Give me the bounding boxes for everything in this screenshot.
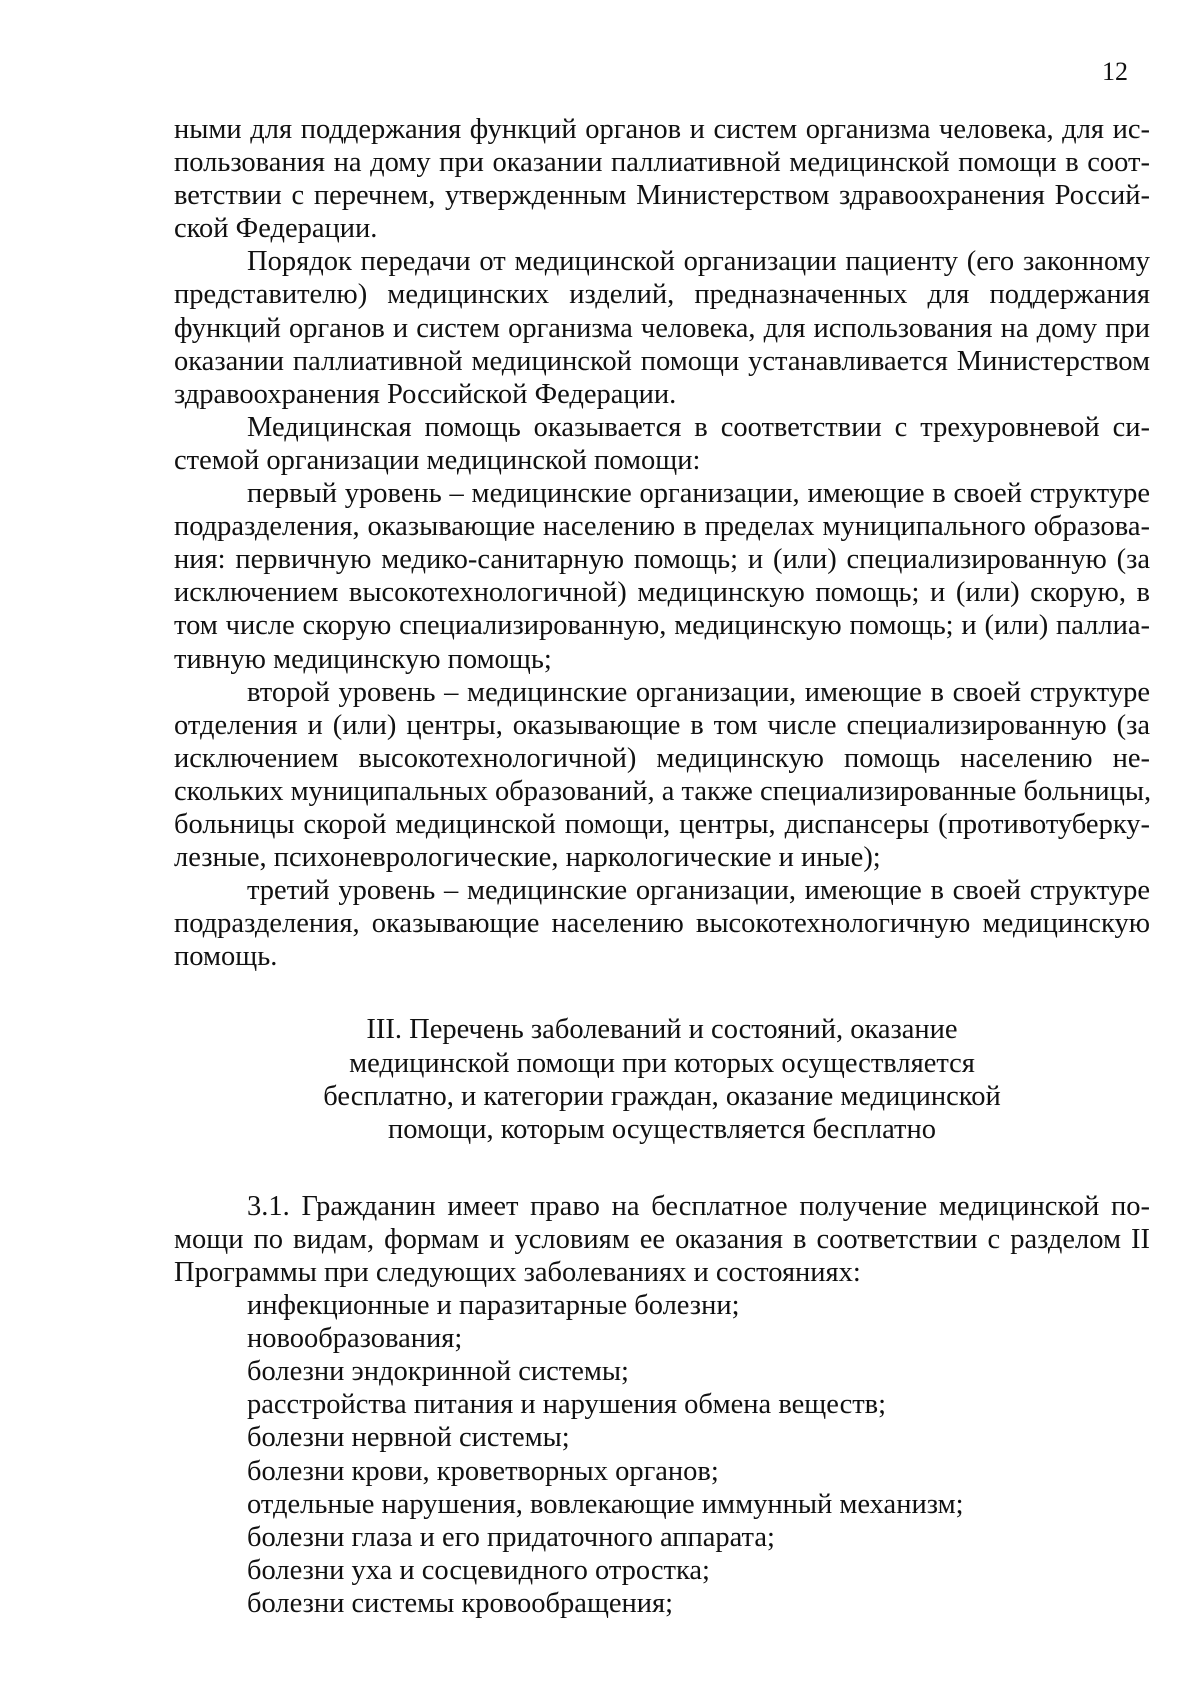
text-line: ными для поддержания функций органов и систем организма человека, для ис-: [174, 114, 1150, 145]
title-line: бесплатно, и категории граждан, оказание медицинской: [323, 1080, 1001, 1112]
text-line: мощи по видам, формам и условиям ее оказания в соответствии с разделом II: [174, 1223, 1150, 1255]
list-item: инфекционные и паразитарные болезни;: [247, 1290, 740, 1322]
text-line: 3.1. Гражданин имеет право на бесплатное получение медицинской по-: [247, 1190, 1150, 1222]
level-three-paragraph: [174, 874, 1150, 973]
document-body: [174, 113, 1150, 1620]
list-item: расстройства питания и нарушения обмена веществ;: [247, 1389, 887, 1421]
list-item: болезни уха и сосцевидного отростка;: [247, 1554, 710, 1586]
page-number: 12: [1102, 57, 1128, 86]
text-line: Программы при следующих заболеваниях и состояниях:: [174, 1257, 861, 1288]
text-line: подразделения, оказывающие населению высокотехнологичную медицинскую: [174, 908, 1150, 940]
text-line: стемой организации медицинской помощи:: [174, 444, 701, 476]
text-line: скольких муниципальных образований, а также специализированные больницы,: [174, 775, 1152, 807]
list-item: болезни глаза и его придаточного аппарата;: [247, 1521, 775, 1553]
text-line: ветствии с перечнем, утвержденным Министерством здравоохранения Россий-: [174, 180, 1150, 212]
text-line: том числе скорую специализированную, медицинскую помощь; и (или) паллиа-: [174, 610, 1150, 642]
text-line: исключением высокотехнологичной) медицинскую помощь населению не-: [174, 742, 1150, 774]
text-line: исключением высокотехнологичной) медицинскую помощь; и (или) скорую, в: [174, 577, 1150, 609]
text-line: второй уровень – медицинские организации, имеющие в своей структуре: [247, 676, 1150, 708]
text-line: представителю) медицинских изделий, предназначенных для поддержания: [174, 279, 1150, 311]
text-line: лезные, психоневрологические, наркологические и иные);: [174, 842, 881, 874]
text-line: ния: первичную медико-санитарную помощь; и (или) специализированную (за: [174, 544, 1150, 576]
text-line: здравоохранения Российской Федерации.: [174, 378, 677, 410]
text-line: Порядок передачи от медицинской организации пациенту (его законному: [247, 246, 1150, 278]
list-item: отдельные нарушения, вовлекающие иммунный механизм;: [247, 1488, 964, 1520]
disease-list: [174, 1289, 1150, 1620]
text-line: пользования на дому при оказании паллиативной медицинской помощи в соот-: [174, 147, 1150, 179]
title-line: медицинской помощи при которых осуществляется: [349, 1047, 975, 1079]
levels-paragraph: [174, 411, 1150, 477]
list-item: болезни эндокринной системы;: [247, 1356, 629, 1388]
list-item: болезни системы кровообращения;: [247, 1587, 674, 1619]
text-line: отделения и (или) центры, оказывающие в том числе специализированную (за: [174, 709, 1150, 741]
clause-3-1-paragraph: [174, 1190, 1150, 1289]
text-line: ской Федерации.: [174, 213, 378, 245]
level-two-paragraph: [174, 676, 1150, 875]
text-line: оказании паллиативной медицинской помощи устанавливается Министерством: [174, 345, 1150, 377]
section-title: [174, 1013, 1150, 1145]
text-line: Медицинская помощь оказывается в соответствии с трехуровневой си-: [247, 411, 1150, 443]
text-line: третий уровень – медицинские организации, имеющие в своей структуре: [247, 875, 1150, 907]
title-line: III. Перечень заболеваний и состояний, оказание: [366, 1014, 958, 1046]
level-one-paragraph: [174, 477, 1150, 676]
title-line: помощи, которым осуществляется бесплатно: [388, 1113, 936, 1145]
text-line: тивную медицинскую помощь;: [174, 643, 552, 675]
text-line: первый уровень – медицинские организации, имеющие в своей структуре: [247, 478, 1150, 510]
list-item: болезни нервной системы;: [247, 1422, 570, 1454]
text-line: подразделения, оказывающие населению в пределах муниципального образова-: [174, 511, 1150, 543]
list-item: новообразования;: [247, 1323, 463, 1355]
text-line: помощь.: [174, 941, 278, 973]
text-line: функций органов и систем организма человека, для использования на дому при: [174, 312, 1150, 344]
order-paragraph: [174, 245, 1150, 410]
list-item: болезни крови, кроветворных органов;: [247, 1455, 719, 1487]
intro-paragraph: [174, 113, 1150, 245]
text-line: больницы скорой медицинской помощи, центры, диспансеры (противотуберку-: [174, 808, 1150, 840]
